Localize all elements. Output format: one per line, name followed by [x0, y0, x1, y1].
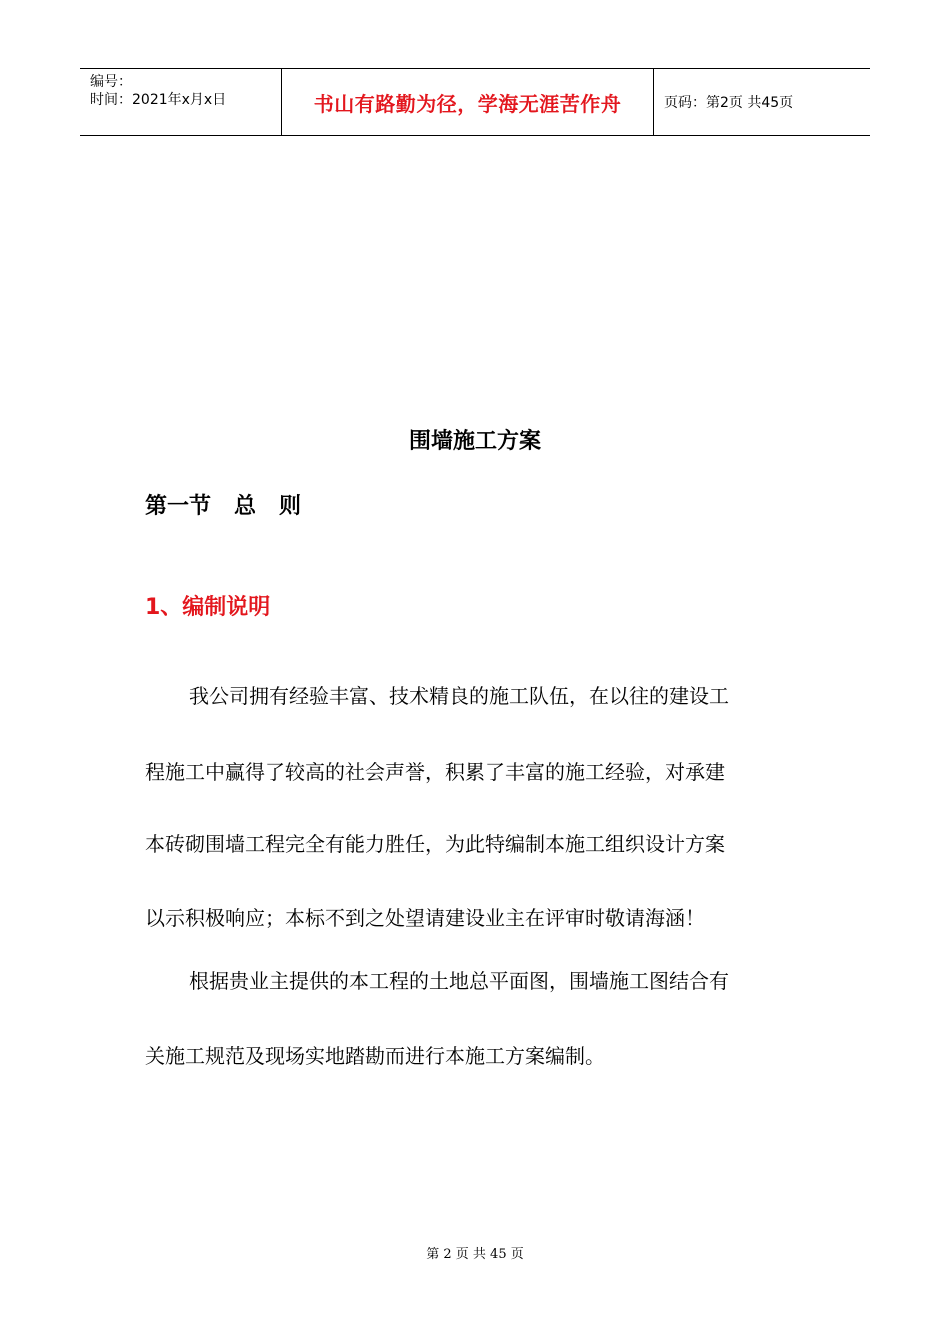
header-meta-cell — [80, 69, 282, 135]
paragraph-line: 本砖砌围墙工程完全有能力胜任，为此特编制本施工组织设计方案 — [145, 832, 725, 856]
section-heading: 第一节 总 则 — [145, 494, 301, 519]
serial-label: 编号： — [90, 74, 132, 90]
date-label: 时间：2021年x月x日 — [90, 92, 227, 108]
page-header — [80, 68, 870, 136]
paragraph-line: 根据贵业主提供的本工程的土地总平面图，围墙施工图结合有 — [189, 969, 729, 993]
paragraph-line: 以示积极响应；本标不到之处望请建设业主在评审时敬请海涵！ — [145, 906, 705, 930]
header-page-info: 页码：第2页 共45页 — [664, 95, 794, 111]
document-title: 围墙施工方案 — [408, 429, 541, 454]
paragraph-line: 程施工中赢得了较高的社会声誉，积累了丰富的施工经验，对承建 — [145, 760, 725, 784]
paragraph-line: 我公司拥有经验丰富、技术精良的施工队伍，在以往的建设工 — [189, 684, 729, 708]
sub-heading: 1、编制说明 — [145, 595, 271, 620]
page-footer: 第 2 页 共 45 页 — [426, 1247, 524, 1262]
header-motto: 书山有路勤为径，学海无涯苦作舟 — [282, 69, 654, 135]
paragraph-line: 关施工规范及现场实地踏勘而进行本施工方案编制。 — [145, 1044, 605, 1068]
